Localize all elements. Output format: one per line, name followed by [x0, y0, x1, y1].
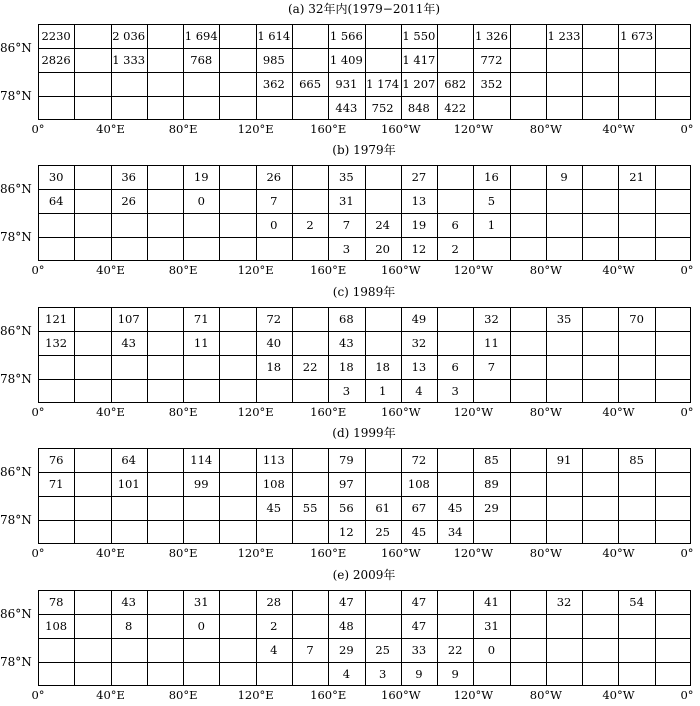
- cell-value: 49: [411, 312, 427, 326]
- cell-value: 18: [375, 360, 390, 374]
- cell-value: 85: [484, 453, 499, 467]
- x-tick-label: 80°W: [529, 122, 562, 136]
- cell-value: 21: [629, 170, 644, 184]
- panel-title: (a) 32年内(1979−2011年): [287, 2, 441, 16]
- cell-value: 1 207: [402, 77, 436, 91]
- grid-table: [38, 165, 691, 261]
- cell-value: 1 550: [402, 29, 436, 43]
- x-tick-label: 40°W: [602, 688, 635, 702]
- cell-value: 26: [266, 170, 282, 184]
- cell-value: 79: [339, 453, 354, 467]
- cell-value: 19: [411, 218, 427, 232]
- cell-value: 64: [48, 194, 64, 208]
- cell-value: 4: [270, 643, 278, 657]
- x-tick-label: 40°W: [602, 122, 635, 136]
- y-tick-label: 86°N: [0, 41, 32, 55]
- panel-b: [0, 141, 700, 281]
- cell-value: 43: [121, 336, 136, 350]
- cell-value: 31: [339, 194, 354, 208]
- cell-value: 28: [266, 595, 282, 609]
- cell-value: 1 233: [547, 29, 581, 43]
- cell-value: 665: [299, 77, 322, 91]
- cell-value: 43: [339, 336, 354, 350]
- cell-value: 362: [262, 77, 285, 91]
- cell-value: 97: [339, 477, 354, 491]
- cell-value: 25: [375, 525, 390, 539]
- cell-value: 101: [117, 477, 140, 491]
- cell-value: 76: [48, 453, 64, 467]
- cell-value: 848: [407, 101, 430, 115]
- cell-value: 2230: [41, 29, 71, 43]
- cell-value: 1 409: [329, 53, 363, 67]
- cell-value: 56: [339, 501, 354, 515]
- grid-table: [38, 24, 691, 120]
- cell-value: 7: [342, 218, 351, 232]
- cell-value: 72: [411, 453, 427, 467]
- cell-value: 71: [193, 312, 209, 326]
- x-tick-label: 80°W: [529, 688, 562, 702]
- cell-value: 985: [262, 53, 285, 67]
- cell-value: 1: [487, 218, 496, 232]
- cell-value: 29: [339, 643, 354, 657]
- cell-value: 108: [262, 477, 285, 491]
- panel-e: [0, 566, 700, 706]
- cell-value: 0: [487, 643, 496, 657]
- cell-value: 114: [190, 453, 213, 467]
- cell-value: 1 333: [112, 53, 146, 67]
- cell-value: 43: [121, 595, 136, 609]
- cell-value: 70: [629, 312, 644, 326]
- cell-value: 1 566: [329, 29, 363, 43]
- x-tick-label: 80°W: [529, 546, 562, 560]
- panel-title: (c) 1989年: [332, 285, 396, 299]
- grid-table: [38, 590, 691, 686]
- x-tick-label: 40°W: [602, 263, 635, 277]
- cell-value: 107: [117, 312, 140, 326]
- panel-a: [0, 0, 700, 140]
- cell-value: 32: [556, 595, 572, 609]
- cell-value: 12: [339, 525, 354, 539]
- cell-value: 6: [451, 218, 459, 232]
- x-tick-label: 120°W: [453, 405, 494, 419]
- panel-title: (d) 1999年: [332, 426, 396, 440]
- y-tick-label: 78°N: [0, 230, 32, 244]
- x-tick-label: 160°E: [310, 405, 347, 419]
- x-tick-label: 160°W: [381, 263, 421, 277]
- x-tick-label: 0°: [680, 263, 694, 277]
- cell-value: 113: [262, 453, 285, 467]
- cell-value: 25: [375, 643, 390, 657]
- x-tick-label: 160°W: [381, 405, 421, 419]
- cell-value: 32: [484, 312, 499, 326]
- cell-value: 4: [342, 667, 351, 681]
- x-tick-label: 40°E: [96, 546, 125, 560]
- x-tick-label: 0°: [31, 263, 45, 277]
- cell-value: 85: [629, 453, 644, 467]
- cell-value: 30: [48, 170, 64, 184]
- cell-value: 72: [266, 312, 282, 326]
- cell-value: 11: [484, 336, 499, 350]
- cell-value: 7: [270, 194, 278, 208]
- cell-value: 27: [411, 170, 427, 184]
- cell-value: 931: [335, 77, 358, 91]
- cell-value: 48: [339, 619, 354, 633]
- x-tick-label: 120°E: [237, 263, 274, 277]
- y-tick-label: 78°N: [0, 372, 32, 386]
- cell-value: 443: [335, 101, 358, 115]
- x-tick-label: 160°E: [310, 546, 347, 560]
- cell-value: 40: [266, 336, 282, 350]
- y-tick-label: 86°N: [0, 465, 32, 479]
- cell-value: 13: [411, 360, 427, 374]
- cell-value: 4: [415, 384, 423, 398]
- cell-value: 45: [411, 525, 427, 539]
- cell-value: 22: [447, 643, 463, 657]
- cell-value: 24: [375, 218, 390, 232]
- x-tick-label: 120°E: [237, 122, 274, 136]
- x-tick-label: 0°: [680, 405, 694, 419]
- cell-value: 11: [193, 336, 209, 350]
- cell-value: 682: [444, 77, 467, 91]
- x-tick-label: 120°W: [453, 546, 494, 560]
- x-tick-label: 0°: [680, 688, 694, 702]
- cell-value: 16: [484, 170, 499, 184]
- x-tick-label: 40°W: [602, 546, 635, 560]
- cell-value: 7: [487, 360, 496, 374]
- cell-value: 89: [484, 477, 499, 491]
- cell-value: 55: [302, 501, 318, 515]
- cell-value: 19: [193, 170, 209, 184]
- x-tick-label: 0°: [31, 546, 45, 560]
- cell-value: 0: [197, 619, 205, 633]
- x-tick-label: 120°E: [237, 546, 274, 560]
- x-tick-label: 80°E: [168, 122, 198, 136]
- cell-value: 45: [266, 501, 282, 515]
- cell-value: 132: [45, 336, 68, 350]
- cell-value: 99: [193, 477, 209, 491]
- cell-value: 12: [411, 242, 427, 256]
- cell-value: 3: [342, 242, 351, 256]
- cell-value: 0: [270, 218, 278, 232]
- cell-value: 34: [447, 525, 463, 539]
- cell-value: 35: [556, 312, 572, 326]
- cell-value: 422: [444, 101, 467, 115]
- panel-title: (b) 1979年: [332, 143, 396, 157]
- x-tick-label: 160°W: [381, 122, 421, 136]
- x-tick-label: 120°E: [237, 405, 274, 419]
- cell-value: 71: [48, 477, 64, 491]
- y-tick-label: 86°N: [0, 607, 32, 621]
- cell-value: 32: [411, 336, 427, 350]
- cell-value: 772: [480, 53, 503, 67]
- x-tick-label: 80°E: [168, 688, 198, 702]
- cell-value: 9: [560, 170, 568, 184]
- panel-title: (e) 2009年: [332, 568, 396, 582]
- x-tick-label: 160°E: [310, 122, 347, 136]
- cell-value: 45: [447, 501, 463, 515]
- x-tick-label: 0°: [31, 122, 45, 136]
- cell-value: 22: [302, 360, 318, 374]
- x-tick-label: 120°E: [237, 688, 274, 702]
- cell-value: 7: [306, 643, 314, 657]
- cell-value: 33: [411, 643, 427, 657]
- cell-value: 1 673: [620, 29, 654, 43]
- x-tick-label: 80°W: [529, 405, 562, 419]
- cell-value: 2: [306, 218, 314, 232]
- cell-value: 29: [484, 501, 499, 515]
- cell-value: 3: [451, 384, 459, 398]
- x-tick-label: 40°E: [96, 688, 125, 702]
- cell-value: 108: [45, 619, 68, 633]
- cell-value: 31: [193, 595, 209, 609]
- x-tick-label: 120°W: [453, 263, 494, 277]
- x-tick-label: 40°W: [602, 405, 635, 419]
- y-tick-label: 78°N: [0, 513, 32, 527]
- cell-value: 35: [339, 170, 354, 184]
- cell-value: 36: [121, 170, 136, 184]
- cell-value: 752: [371, 101, 394, 115]
- cell-value: 1 694: [184, 29, 218, 43]
- x-tick-label: 40°E: [96, 122, 125, 136]
- cell-value: 0: [197, 194, 205, 208]
- cell-value: 1: [378, 384, 387, 398]
- x-tick-label: 80°W: [529, 263, 562, 277]
- cell-value: 6: [451, 360, 459, 374]
- cell-value: 2: [270, 619, 278, 633]
- cell-value: 41: [484, 595, 499, 609]
- grid-table: [38, 307, 691, 403]
- y-tick-label: 86°N: [0, 182, 32, 196]
- x-tick-label: 0°: [31, 688, 45, 702]
- y-tick-label: 86°N: [0, 324, 32, 338]
- cell-value: 91: [556, 453, 572, 467]
- cell-value: 9: [415, 667, 423, 681]
- panel-c: [0, 283, 700, 423]
- cell-value: 1 174: [366, 77, 400, 91]
- cell-value: 18: [339, 360, 354, 374]
- x-tick-label: 160°E: [310, 688, 347, 702]
- cell-value: 8: [125, 619, 133, 633]
- cell-value: 47: [339, 595, 354, 609]
- x-tick-label: 80°E: [168, 405, 198, 419]
- cell-value: 20: [375, 242, 390, 256]
- cell-value: 1 614: [257, 29, 291, 43]
- x-tick-label: 80°E: [168, 546, 198, 560]
- cell-value: 64: [121, 453, 136, 467]
- x-tick-label: 120°W: [453, 122, 494, 136]
- cell-value: 68: [339, 312, 354, 326]
- cell-value: 768: [190, 53, 213, 67]
- cell-value: 9: [451, 667, 459, 681]
- cell-value: 54: [629, 595, 644, 609]
- x-tick-label: 0°: [680, 546, 694, 560]
- cell-value: 108: [407, 477, 430, 491]
- cell-value: 26: [121, 194, 136, 208]
- cell-value: 67: [411, 501, 427, 515]
- x-tick-label: 120°W: [453, 688, 494, 702]
- grid-table: [38, 448, 691, 544]
- y-tick-label: 78°N: [0, 655, 32, 669]
- cell-value: 47: [411, 595, 427, 609]
- cell-value: 1 326: [474, 29, 508, 43]
- cell-value: 121: [45, 312, 68, 326]
- panel-d: [0, 424, 700, 564]
- cell-value: 352: [480, 77, 503, 91]
- x-tick-label: 160°E: [310, 263, 347, 277]
- y-tick-label: 78°N: [0, 89, 32, 103]
- cell-value: 1 417: [402, 53, 436, 67]
- cell-value: 61: [375, 501, 390, 515]
- x-tick-label: 160°W: [381, 688, 421, 702]
- x-tick-label: 160°W: [381, 546, 421, 560]
- cell-value: 5: [487, 194, 496, 208]
- x-tick-label: 40°E: [96, 405, 125, 419]
- cell-value: 78: [48, 595, 64, 609]
- cell-value: 31: [484, 619, 499, 633]
- cell-value: 47: [411, 619, 427, 633]
- x-tick-label: 40°E: [96, 263, 125, 277]
- cell-value: 2826: [41, 53, 71, 67]
- x-tick-label: 80°E: [168, 263, 198, 277]
- cell-value: 2 036: [112, 29, 146, 43]
- x-tick-label: 0°: [31, 405, 45, 419]
- cell-value: 3: [342, 384, 351, 398]
- cell-value: 3: [378, 667, 387, 681]
- cell-value: 13: [411, 194, 427, 208]
- x-tick-label: 0°: [680, 122, 694, 136]
- cell-value: 18: [266, 360, 282, 374]
- cell-value: 2: [451, 242, 459, 256]
